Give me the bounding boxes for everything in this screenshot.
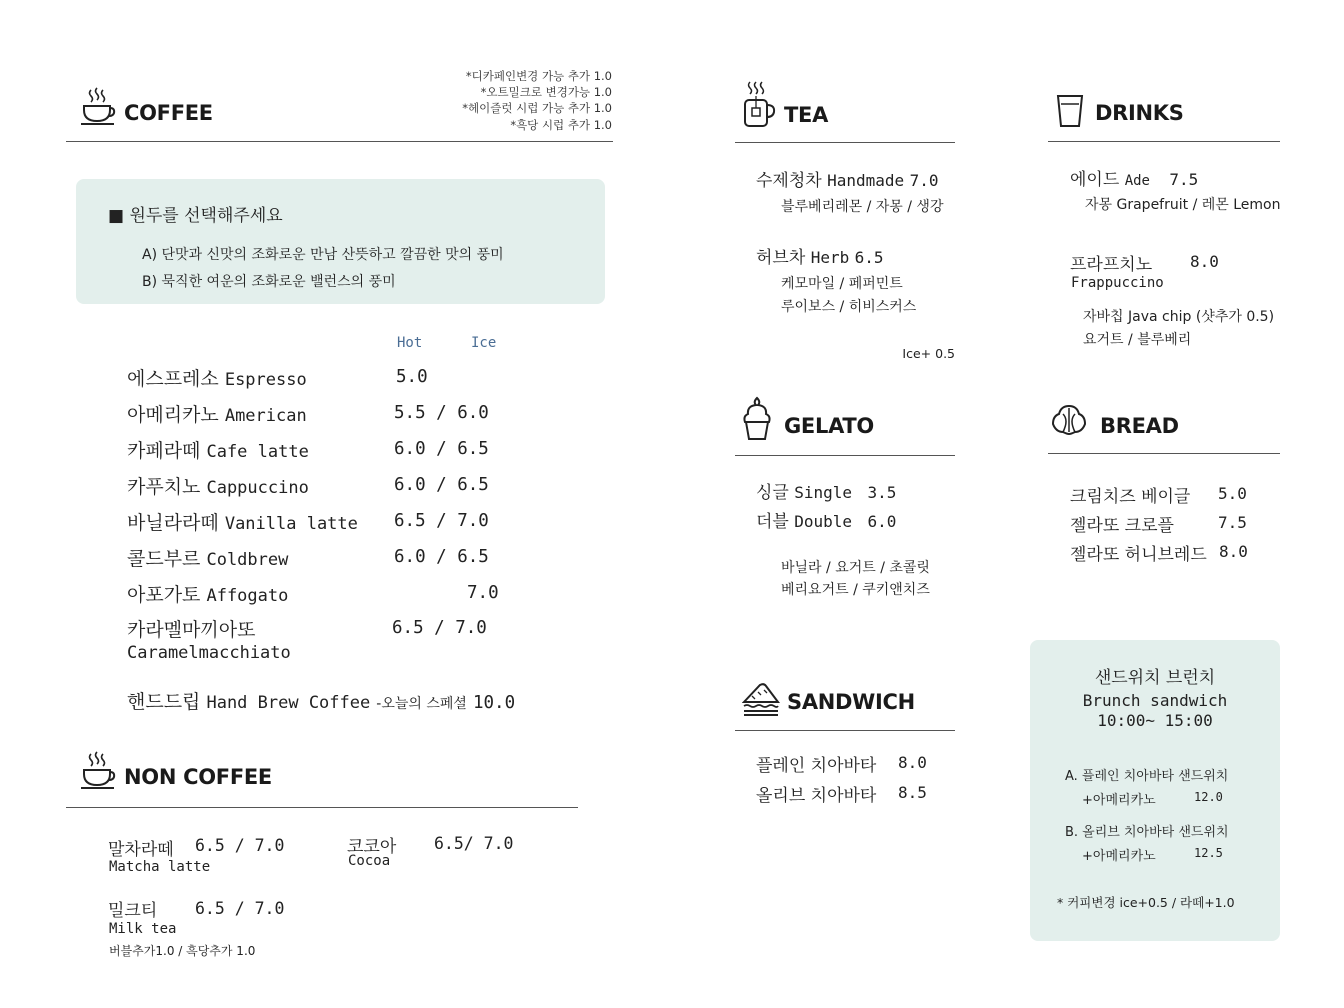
gelato-divider <box>735 455 955 456</box>
item-kr-name: 에스프레소 <box>127 368 219 390</box>
coffee-cup-icon <box>80 750 116 792</box>
coffee-note-4: *흑당 시럽 추가 1.0 <box>510 118 612 132</box>
tea-handmade-options: 블루베리레몬 / 자몽 / 생강 <box>781 199 944 215</box>
price-americano: 5.5 / 6.0 <box>394 403 489 423</box>
menu-item-vanilla-latte <box>127 508 358 535</box>
drinks-frappuccino-kr: 프라프치노 <box>1070 255 1153 275</box>
brunch-set-a: A. 플레인 치아바타 샌드위치 <box>1065 769 1229 784</box>
item-kr-name: 아메리카노 <box>127 404 219 426</box>
coffee-cup-icon <box>80 86 116 128</box>
item-kr-name: 아포가토 <box>127 584 201 606</box>
item-en-name: Espresso <box>224 370 307 390</box>
sandwich-title: SANDWICH <box>787 690 915 714</box>
item-en-name: Ade <box>1124 173 1150 189</box>
milk-tea-note: 버블추가1.0 / 흑당추가 1.0 <box>109 944 256 958</box>
brunch-set-b-price: 12.5 <box>1194 846 1223 860</box>
tea-herb-options-1: 케모마일 / 페퍼민트 <box>781 276 903 292</box>
brunch-set-b: B. 올리브 치아바타 샌드위치 <box>1065 825 1229 840</box>
item-kr-name: 콜드부르 <box>127 548 201 570</box>
menu-item-cappuccino <box>127 472 309 499</box>
drinks-ade <box>1070 165 1198 190</box>
sandwich-icon <box>742 682 780 718</box>
coffee-title: COFFEE <box>124 101 213 125</box>
item-kr-name: 싱글 <box>756 483 789 503</box>
bread-price-3: 8.0 <box>1219 542 1248 561</box>
item-en-name: Coldbrew <box>206 550 289 570</box>
gelato-flavors-1: 바닐라 / 요거트 / 초콜릿 <box>781 560 930 576</box>
item-kr-name: 수제청차 <box>756 171 822 191</box>
brunch-set-b-with: +아메리카노 <box>1082 849 1156 864</box>
menu-item-coldbrew <box>127 544 288 571</box>
tea-handmade <box>756 166 938 191</box>
sandwich-price-1: 8.0 <box>898 753 927 772</box>
brunch-note: * 커피변경 ice+0.5 / 라떼+1.0 <box>1057 895 1235 910</box>
price-espresso: 5.0 <box>396 367 428 387</box>
item-en-name: Herb <box>810 248 850 267</box>
tea-ice-note: Ice+ 0.5 <box>902 346 955 361</box>
matcha-en: Matcha latte <box>109 859 211 875</box>
drinks-ade-options: 자몽 Grapefruit / 레몬 Lemon <box>1085 197 1281 213</box>
matcha-price: 6.5 / 7.0 <box>195 836 285 855</box>
brunch-title-en: Brunch sandwich <box>1082 691 1228 710</box>
gelato-double <box>756 507 896 532</box>
bread-item-1: 크림치즈 베이글 <box>1070 487 1191 507</box>
bread-price-2: 7.5 <box>1218 513 1247 532</box>
drinks-title: DRINKS <box>1095 101 1184 125</box>
item-price: 6.5 <box>854 248 884 267</box>
gelato-title: GELATO <box>784 414 874 438</box>
item-kr-name: 핸드드립 <box>127 691 201 713</box>
item-price: 3.5 <box>867 483 897 502</box>
item-kr-name: 에이드 <box>1070 170 1120 190</box>
tea-divider <box>735 142 955 143</box>
coffee-note-2: *오트밀크로 변경가능 1.0 <box>480 85 612 99</box>
hand-brew-note: -오늘의 스페셜 <box>376 696 467 712</box>
brunch-title-kr: 샌드위치 브런치 <box>1094 668 1216 688</box>
price-affogato: 7.0 <box>467 583 499 603</box>
price-vanilla-latte: 6.5 / 7.0 <box>394 511 489 531</box>
coffee-divider <box>66 141 613 142</box>
price-hand-brew: 10.0 <box>472 693 516 713</box>
item-en-name: Affogato <box>206 586 289 606</box>
sandwich-item-2: 올리브 치아바타 <box>756 786 877 806</box>
bread-price-1: 5.0 <box>1218 484 1247 503</box>
tea-title: TEA <box>784 103 829 127</box>
brunch-hours: 10:00~ 15:00 <box>1097 711 1213 730</box>
item-kr-name: 카페라떼 <box>127 440 201 462</box>
price-caramel: 6.5 / 7.0 <box>392 618 487 638</box>
non-coffee-title: NON COFFEE <box>124 765 272 789</box>
bread-item-2: 젤라또 크로플 <box>1070 516 1174 536</box>
item-en-name: Vanilla latte <box>224 514 358 534</box>
gelato-single <box>756 478 896 503</box>
bean-option-a: A) 단맛과 신맛의 조화로운 만남 산뜻하고 깔끔한 맛의 풍미 <box>142 247 504 263</box>
bread-title: BREAD <box>1100 414 1179 438</box>
sandwich-price-2: 8.5 <box>898 783 927 802</box>
item-en-name: American <box>224 406 307 426</box>
drinks-frappuccino-en: Frappuccino <box>1071 275 1164 291</box>
gelato-flavors-2: 베리요거트 / 쿠키앤치즈 <box>781 582 930 598</box>
item-kr-name: 카푸치노 <box>127 476 201 498</box>
item-kr-name: 허브차 <box>756 248 806 268</box>
drinks-frappuccino-price: 8.0 <box>1190 252 1219 271</box>
drinks-divider <box>1048 141 1280 142</box>
bean-option-b: B) 묵직한 여운의 조화로운 밸런스의 풍미 <box>142 274 396 290</box>
cocoa-price: 6.5/ 7.0 <box>434 834 514 853</box>
menu-item-affogato <box>127 580 288 607</box>
tea-mug-icon <box>742 80 778 130</box>
milk-tea-en: Milk tea <box>109 921 177 937</box>
item-en-name: Double <box>794 512 853 531</box>
non-coffee-divider <box>66 807 578 808</box>
sandwich-divider <box>735 730 955 731</box>
item-price: 7.0 <box>909 171 939 190</box>
hot-label: Hot <box>397 335 423 351</box>
glass-icon <box>1056 94 1084 128</box>
croissant-icon <box>1050 402 1088 438</box>
tea-herb <box>756 243 884 268</box>
price-cappuccino: 6.0 / 6.5 <box>394 475 489 495</box>
item-kr-name: 바닐라라떼 <box>127 512 219 534</box>
matcha-kr: 말차라떼 <box>108 840 174 860</box>
milk-tea-kr: 밀크티 <box>108 901 158 921</box>
item-en-name: Cappuccino <box>206 478 309 498</box>
menu-item-cafe-latte <box>127 436 309 463</box>
ice-cream-icon <box>742 396 772 442</box>
item-en-name: Cafe latte <box>206 442 309 462</box>
drinks-frappuccino-options-1: 자바칩 Java chip (샷추가 0.5) <box>1083 309 1275 325</box>
price-coldbrew: 6.0 / 6.5 <box>394 547 489 567</box>
cocoa-kr: 코코아 <box>347 837 397 857</box>
coffee-note-3: *헤이즐럿 시럽 가능 추가 1.0 <box>462 101 612 115</box>
bread-item-3: 젤라또 허니브레드 <box>1070 545 1207 565</box>
tea-herb-options-2: 루이보스 / 히비스커스 <box>781 299 917 315</box>
item-price: 7.5 <box>1169 170 1199 189</box>
item-en-name: Handmade <box>827 171 905 190</box>
brunch-set-a-with: +아메리카노 <box>1082 793 1156 808</box>
ice-label: Ice <box>471 335 497 351</box>
item-en-name: Caramelmacchiato <box>127 643 291 663</box>
item-kr-name: 더블 <box>756 512 789 532</box>
menu-item-hand-brew <box>127 687 515 714</box>
item-en-name: Single <box>794 483 853 502</box>
menu-item-caramel-kr: 카라멜마끼아또 <box>127 619 256 641</box>
menu-item-espresso <box>127 364 307 391</box>
drinks-frappuccino-options-2: 요거트 / 블루베리 <box>1083 332 1192 348</box>
bean-box-heading: ■ 원두를 선택해주세요 <box>108 206 283 226</box>
item-price: 6.0 <box>867 512 897 531</box>
cocoa-en: Cocoa <box>348 853 391 869</box>
menu-item-caramel-en <box>127 641 291 663</box>
sandwich-item-1: 플레인 치아바타 <box>756 756 877 776</box>
bread-divider <box>1048 453 1280 454</box>
coffee-note-1: *디카페인변경 가능 추가 1.0 <box>465 69 612 83</box>
item-en-name: Hand Brew Coffee <box>206 693 371 713</box>
menu-item-americano <box>127 400 307 427</box>
brunch-set-a-price: 12.0 <box>1194 790 1223 804</box>
milk-tea-price: 6.5 / 7.0 <box>195 899 285 918</box>
price-cafe-latte: 6.0 / 6.5 <box>394 439 489 459</box>
